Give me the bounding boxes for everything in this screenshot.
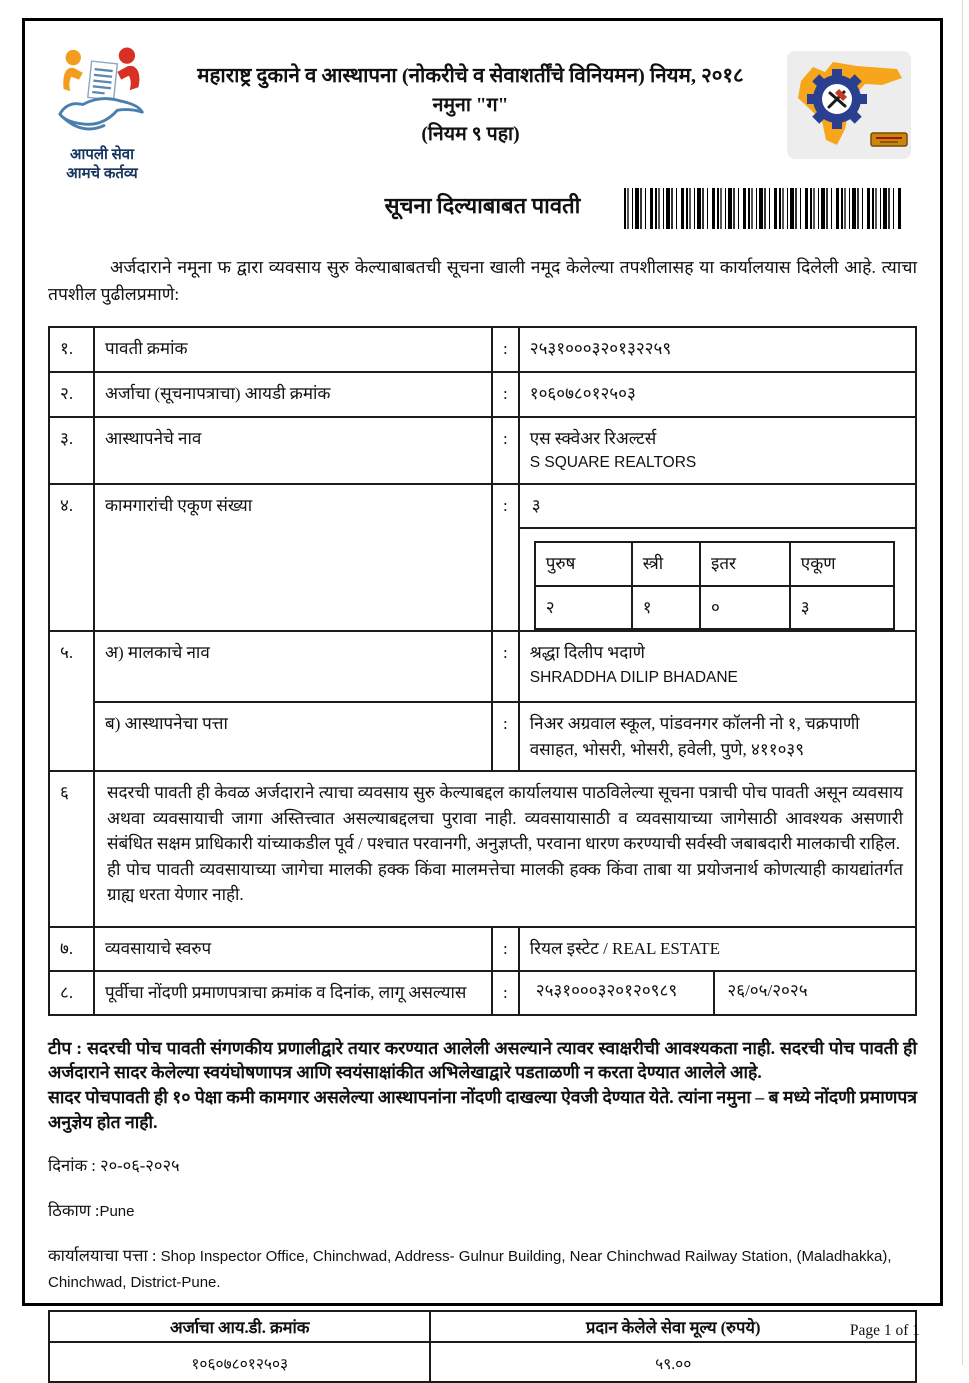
- place-label: ठिकाण :: [48, 1200, 100, 1220]
- table-row-business-nature: [49, 927, 916, 971]
- labour-dept-logo: [785, 47, 917, 166]
- row-serial: १.: [49, 327, 94, 372]
- row-value: [519, 631, 916, 702]
- table-row-application-id: [49, 372, 916, 417]
- workers-header-female: स्त्री: [632, 542, 700, 586]
- row-serial: ६: [49, 771, 94, 927]
- previous-registration-value: [519, 971, 916, 1015]
- office-address-line: [48, 1243, 917, 1296]
- row-value: २५३१०००३२०१३२२५९: [519, 327, 916, 372]
- aaple-seva-logo: [48, 47, 156, 184]
- row-value: [519, 417, 916, 484]
- colon-separator: :: [492, 971, 519, 1015]
- workers-header-other: इतर: [700, 542, 790, 586]
- aaple-seva-caption-line2: आमचे कर्तव्य: [66, 165, 138, 182]
- workers-header-male: पुरुष: [535, 542, 632, 586]
- row-serial: ५.: [49, 631, 94, 771]
- owner-name-marathi: श्रद्धा दिलीप भदाणे: [529, 643, 645, 662]
- note-paragraph-2: सादर पोचपावती ही १० पेक्षा कमी कामगार असलेल्या आस्थापनांना नोंदणी दाखल्या ऐवजी देण्यात येते. त्यांना नमुना – ब मध्ये नोंदणी प्रमाणपत्र अनुज्ञेय होत नाही.: [48, 1087, 917, 1133]
- row-serial: २.: [49, 372, 94, 417]
- previous-certificate-date: २६/०५/२०२५: [727, 981, 808, 1000]
- owner-name-english: SHRADDHA DILIP BHADANE: [529, 668, 738, 686]
- fee-application-id-value: १०६०७८०१२५०३: [49, 1342, 430, 1382]
- barcode: [624, 188, 902, 229]
- colon-separator: :: [492, 327, 519, 372]
- workers-values-row: [535, 586, 894, 630]
- date-label: दिनांक :: [48, 1155, 96, 1175]
- labour-dept-logo-graphic: [785, 49, 915, 161]
- row-value: १०६०७८०१२५०३: [519, 372, 916, 417]
- colon-separator: :: [492, 484, 519, 632]
- table-row-establishment-address: [49, 702, 916, 771]
- details-table: [48, 326, 917, 1016]
- row-label: आस्थापनेचे नाव: [94, 417, 492, 484]
- row-label: कामगारांची एकूण संख्या: [94, 484, 492, 632]
- table-row-total-workers: [49, 484, 916, 632]
- table-row-disclaimer: [49, 771, 916, 927]
- note-paragraph-1: टीप : सदरची पोच पावती संगणकीय प्रणालीद्वारे तयार करण्यात आलेली असल्याने त्यावर स्वाक्षरीची आवश्यकता नाही. सदरची पोच पावती ही अर्जदाराने सादर केलेल्या स्वयंघोषणापत्र आणि स्वयंसाक्षांकीत अभिलेखाद्वारे पडताळणी न करता देण्यात आलेले आहे.: [48, 1037, 917, 1083]
- colon-separator: :: [492, 702, 519, 771]
- page-number: Page 1 of 1: [849, 1322, 920, 1339]
- place-line: [48, 1198, 917, 1221]
- fee-header-service-fee: प्रदान केलेले सेवा मूल्य (रुपये): [430, 1311, 916, 1342]
- table-row-receipt-number: [49, 327, 916, 372]
- receipt-title: सूचना दिल्याबाबत पावती: [384, 192, 581, 218]
- workers-breakdown-table: [534, 541, 895, 631]
- disclaimer-paragraph-2: ही पोच पावती व्यवसायाच्या जागेचा मालकी हक्क किंवा मालमत्तेचा मालकी हक्क किंवा ताबा या प्रयोजनार्थ कोणत्याही कायद्यांतर्गत ग्राह्य धरता येणार नाही.: [107, 859, 903, 904]
- table-row-establishment-name: [49, 417, 916, 484]
- fee-table-values-row: [49, 1342, 916, 1382]
- office-address-value: Shop Inspector Office, Chinchwad, Address- Gulnur Building, Near Chinchwad Railway Station, (Maladhakka), Chinchwad, District-Pune.: [48, 1247, 892, 1292]
- aaple-seva-logo-graphic: [54, 47, 150, 139]
- office-address-label: कार्यालयाचा पत्ता :: [48, 1245, 157, 1265]
- total-workers-value: ३: [520, 485, 915, 529]
- fee-table: [48, 1310, 917, 1383]
- intro-paragraph: अर्जदाराने नमूना फ द्वारा व्यवसाय सुरु केल्याबाबतची सूचना खाली नमूद केलेल्या तपशीलासह या कार्यालयास दिलेली आहे. त्याचा तपशील पुढीलप्रमाणे:: [48, 256, 917, 304]
- fee-header-application-id: अर्जाचा आय.डी. क्रमांक: [49, 1311, 430, 1342]
- page-edge-line: [962, 0, 963, 1365]
- workers-total-count: ३: [790, 586, 894, 630]
- establishment-name-english: S SQUARE REALTORS: [529, 454, 697, 472]
- colon-separator: :: [492, 417, 519, 484]
- row-label: व्यवसायाचे स्वरुप: [94, 927, 492, 971]
- fee-table-header-row: [49, 1311, 916, 1342]
- row-serial: ४.: [49, 484, 94, 632]
- rule-reference: (नियम ९ पहा): [421, 123, 520, 145]
- note-section: [48, 1036, 917, 1135]
- date-value: २०-०६-२०२५: [99, 1155, 180, 1175]
- row-value: [519, 484, 916, 632]
- disclaimer-text: [94, 771, 916, 927]
- act-title: महाराष्ट्र दुकाने व आस्थापना (नोकरीचे व सेवाशर्तींचे विनियमन) नियम, २०१८: [197, 65, 744, 87]
- business-nature-value: रियल इस्टेट / REAL ESTATE: [519, 927, 916, 971]
- receipt-title-row: [48, 188, 917, 240]
- disclaimer-paragraph-1: सदरची पावती ही केवळ अर्जदाराने त्याचा व्यवसाय सुरु केल्याबद्दल कार्यालयास पाठविलेल्या सूचना पत्राची पोच पावती असून व्यवसाय अथवा व्यवसायाची जागा अस्तित्त्वात असल्याबद्दलचा पुरावा नाही. व्यवसायासाठी व व्यवसायाच्या जागेसाठी आवश्यक असणारी संबंधित सक्षम प्राधिकारी यांच्याकडील पूर्व / पश्चात परवानगी, अनुज्ञप्ती, परवाना धारण करण्याची सर्वस्वी जबाबदारी मालकाची राहिल.: [107, 783, 903, 853]
- row-serial: ८.: [49, 971, 94, 1015]
- place-value: Pune: [99, 1202, 135, 1220]
- aaple-seva-caption-line1: आपली सेवा: [69, 147, 135, 163]
- row-label: पूर्वीचा नोंदणी प्रमाणपत्राचा क्रमांक व दिनांक, लागू असल्यास: [94, 971, 492, 1015]
- row-label: ब) आस्थापनेचा पत्ता: [94, 702, 492, 771]
- form-name: नमुना "ग": [432, 94, 509, 116]
- row-serial: ७.: [49, 927, 94, 971]
- row-label: अर्जाचा (सूचनापत्राचा) आयडी क्रमांक: [94, 372, 492, 417]
- row-serial: ३.: [49, 417, 94, 484]
- establishment-name-marathi: एस स्क्वेअर रिअल्टर्स: [529, 428, 657, 448]
- workers-female-count: १: [632, 586, 700, 630]
- previous-certificate-number: २५३१०००३२०१२०९८९: [520, 972, 716, 1014]
- date-line: [48, 1153, 917, 1176]
- establishment-address-value: निअर अग्रवाल स्कूल, पांडवनगर कॉलनी नो १, चक्रपाणी वसाहत, भोसरी, भोसरी, हवेली, पुणे, ४११०३९: [519, 702, 916, 771]
- table-row-previous-registration: [49, 971, 916, 1015]
- aaple-seva-caption: [48, 146, 156, 184]
- table-row-owner-name: [49, 631, 916, 702]
- workers-header-total: एकूण: [790, 542, 894, 586]
- row-label: पावती क्रमांक: [94, 327, 492, 372]
- document-header: [48, 47, 917, 184]
- workers-header-row: [535, 542, 894, 586]
- workers-other-count: ०: [700, 586, 790, 630]
- colon-separator: :: [492, 372, 519, 417]
- row-label: अ) मालकाचे नाव: [94, 631, 492, 702]
- fee-amount-value: ५९.००: [430, 1342, 916, 1382]
- title-block: [156, 47, 785, 149]
- colon-separator: :: [492, 927, 519, 971]
- colon-separator: :: [492, 631, 519, 702]
- workers-male-count: २: [535, 586, 632, 630]
